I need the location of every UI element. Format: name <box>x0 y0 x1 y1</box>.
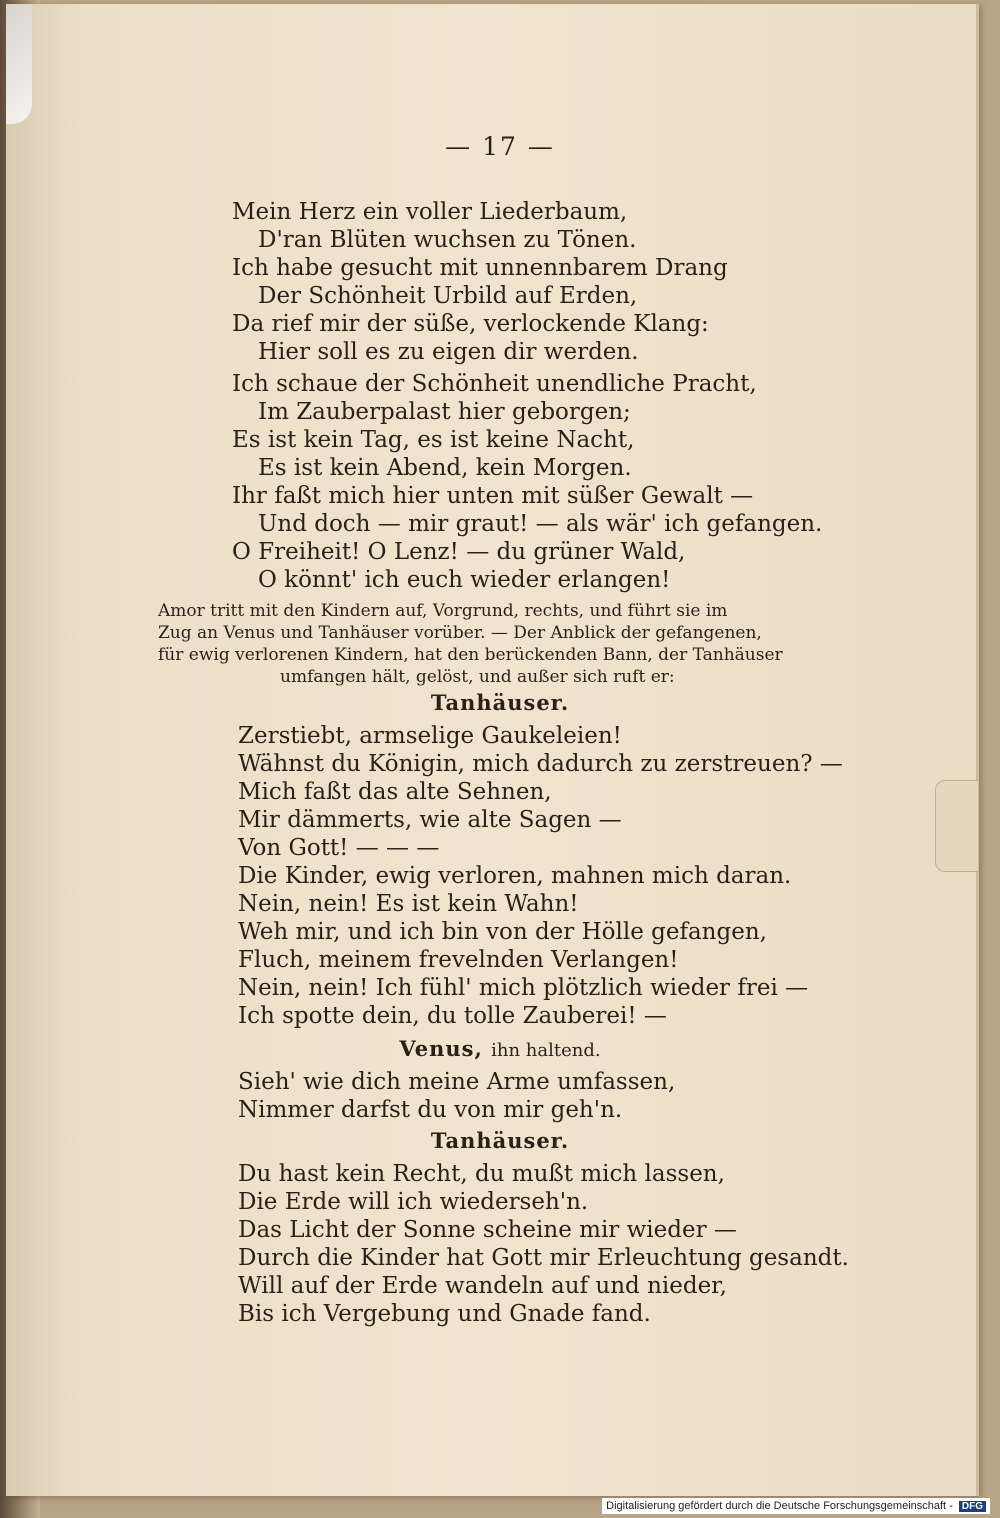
speech-line: Weh mir, und ich bin von der Hölle gefangen, <box>238 919 767 945</box>
verse-line: Ich habe gesucht mit unnennbarem Drang <box>232 255 728 281</box>
speech-line: Mir dämmerts, wie alte Sagen — <box>238 807 622 833</box>
speaker-heading <box>340 1036 660 1061</box>
verse-line: Ihr faßt mich hier unten mit süßer Gewalt — <box>232 483 754 509</box>
stage-direction-line: für ewig verlorenen Kindern, hat den berückenden Bann, der Tanhäuser <box>158 645 783 665</box>
digitization-footer <box>602 1498 990 1514</box>
verse-line: Da rief mir der süße, verlockende Klang: <box>232 311 709 337</box>
speaker-name: Venus, <box>399 1036 483 1061</box>
speech-line: Du hast kein Recht, du mußt mich lassen, <box>238 1161 725 1187</box>
verse-line: Und doch — mir graut! — als wär' ich gefangen. <box>258 511 823 537</box>
speech-line: Von Gott! — — — <box>238 835 440 861</box>
verse-line: Es ist kein Tag, es ist keine Nacht, <box>232 427 635 453</box>
verse-line: Es ist kein Abend, kein Morgen. <box>258 455 632 481</box>
speech-line: Durch die Kinder hat Gott mir Erleuchtung gesandt. <box>238 1245 849 1271</box>
page-number: — 17 — <box>445 132 555 161</box>
speech-line: Sieh' wie dich meine Arme umfassen, <box>238 1069 676 1095</box>
verse-line: D'ran Blüten wuchsen zu Tönen. <box>258 227 637 253</box>
footer-text: Digitalisierung gefördert durch die Deutsche Forschungsgemeinschaft - <box>606 1500 953 1512</box>
speech-line: Nein, nein! Es ist kein Wahn! <box>238 891 579 917</box>
verse-line: Ich schaue der Schönheit unendliche Pracht, <box>232 371 757 397</box>
speaker-heading: Tanhäuser. <box>430 690 570 715</box>
stage-direction-line: Zug an Venus und Tanhäuser vorüber. — Der Anblick der gefangenen, <box>158 623 762 643</box>
verse-line: Hier soll es zu eigen dir werden. <box>258 339 639 365</box>
speech-line: Nimmer darfst du von mir geh'n. <box>238 1097 623 1123</box>
verse-line: Im Zauberpalast hier geborgen; <box>258 399 631 425</box>
speech-line: Nein, nein! Ich fühl' mich plötzlich wieder frei — <box>238 975 809 1001</box>
verse-line: Der Schönheit Urbild auf Erden, <box>258 283 638 309</box>
speech-line: Wähnst du Königin, mich dadurch zu zerstreuen? — <box>238 751 843 777</box>
speech-line: Will auf der Erde wandeln auf und nieder, <box>238 1273 727 1299</box>
speaker-heading: Tanhäuser. <box>430 1128 570 1153</box>
speech-line: Ich spotte dein, du tolle Zauberei! — <box>238 1003 667 1029</box>
verse-line: O könnt' ich euch wieder erlangen! <box>258 567 671 593</box>
speech-line: Mich faßt das alte Sehnen, <box>238 779 552 805</box>
speech-line: Das Licht der Sonne scheine mir wieder — <box>238 1217 737 1243</box>
verse-line: O Freiheit! O Lenz! — du grüner Wald, <box>232 539 686 565</box>
speech-line: Fluch, meinem frevelnden Verlangen! <box>238 947 679 973</box>
speech-line: Zerstiebt, armselige Gaukeleien! <box>238 723 622 749</box>
verse-line: Mein Herz ein voller Liederbaum, <box>232 199 628 225</box>
stage-direction-line: Amor tritt mit den Kindern auf, Vorgrund, rechts, und führt sie im <box>158 601 728 621</box>
speech-line: Die Erde will ich wiederseh'n. <box>238 1189 589 1215</box>
speech-line: Die Kinder, ewig verloren, mahnen mich daran. <box>238 863 792 889</box>
speech-line: Bis ich Vergebung und Gnade fand. <box>238 1301 651 1327</box>
dfg-logo-icon: DFG <box>959 1501 986 1512</box>
speaker-note: ihn haltend. <box>491 1040 601 1061</box>
stage-direction-line: umfangen hält, gelöst, und außer sich ruft er: <box>280 667 675 687</box>
